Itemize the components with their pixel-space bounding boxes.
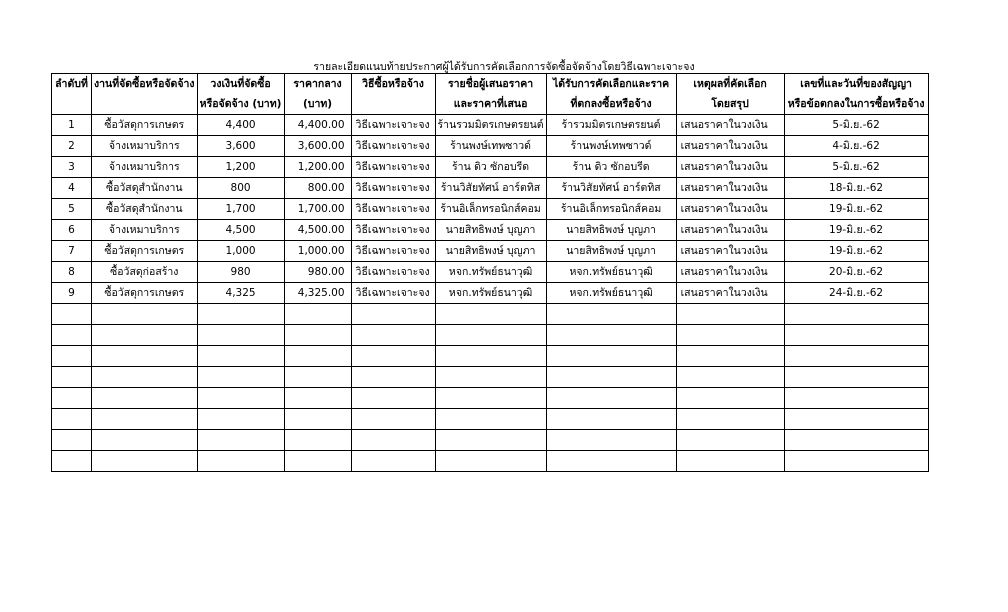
cell-item: ซื้อวัสดุสำนักงาน — [92, 178, 198, 199]
cell-item: ซื้อวัสดุก่อสร้าง — [92, 262, 198, 283]
cell-method: วิธีเฉพาะเจาะจง — [351, 157, 435, 178]
cell-contract: 5-มิ.ย.-62 — [784, 157, 928, 178]
cell-budget — [197, 409, 284, 430]
header-selected: ได้รับการคัดเลือกและราค — [546, 74, 676, 95]
cell-contract — [784, 325, 928, 346]
table-row — [52, 262, 929, 283]
cell-no — [52, 430, 92, 451]
cell-method — [351, 451, 435, 472]
cell-selected: ร้าน ดิว ซักอบรีด — [546, 157, 676, 178]
header-no-cont — [52, 94, 92, 115]
empty-row — [52, 325, 929, 346]
cell-selected — [546, 430, 676, 451]
cell-contract — [784, 367, 928, 388]
cell-item: จ้างเหมาบริการ — [92, 157, 198, 178]
header-contract: เลขที่และวันที่ของสัญญา — [784, 74, 928, 95]
cell-item: จ้างเหมาบริการ — [92, 136, 198, 157]
cell-budget: 4,325 — [197, 283, 284, 304]
cell-budget: 800 — [197, 178, 284, 199]
cell-bidder — [435, 346, 546, 367]
header-reason-cont: โดยสรุป — [676, 94, 784, 115]
cell-budget: 4,500 — [197, 220, 284, 241]
cell-item — [92, 388, 198, 409]
cell-item — [92, 409, 198, 430]
cell-median-price — [284, 325, 351, 346]
header-median-price-cont: (บาท) — [284, 94, 351, 115]
cell-bidder — [435, 409, 546, 430]
cell-selected: หจก.ทรัพย์ธนาวุฒิ — [546, 283, 676, 304]
cell-median-price: 1,200.00 — [284, 157, 351, 178]
cell-method — [351, 325, 435, 346]
cell-no: 4 — [52, 178, 92, 199]
cell-no — [52, 388, 92, 409]
cell-method — [351, 346, 435, 367]
cell-reason — [676, 346, 784, 367]
cell-bidder: หจก.ทรัพย์ธนาวุฒิ — [435, 262, 546, 283]
cell-item — [92, 304, 198, 325]
cell-bidder: ร้าน ดิว ซักอบรีด — [435, 157, 546, 178]
cell-item: ซื้อวัสดุการเกษตร — [92, 283, 198, 304]
cell-no: 3 — [52, 157, 92, 178]
procurement-table — [51, 73, 929, 472]
table-row — [52, 283, 929, 304]
cell-reason: เสนอราคาในวงเงิน — [676, 283, 784, 304]
cell-bidder: ร้านวิสัยทัศน์ อาร์ตทิส — [435, 178, 546, 199]
header-method: วิธีซื้อหรือจ้าง — [351, 74, 435, 95]
cell-item: ซื้อวัสดุการเกษตร — [92, 241, 198, 262]
header-bidders: รายชื่อผู้เสนอราคา — [435, 74, 546, 95]
empty-row — [52, 451, 929, 472]
empty-row — [52, 388, 929, 409]
cell-selected: ร้ารวมมิตรเกษตรยนต์ — [546, 115, 676, 136]
cell-item — [92, 451, 198, 472]
cell-budget — [197, 304, 284, 325]
cell-reason: เสนอราคาในวงเงิน — [676, 178, 784, 199]
cell-selected: นายสิทธิพงษ์ บุญภา — [546, 220, 676, 241]
cell-reason: เสนอราคาในวงเงิน — [676, 199, 784, 220]
cell-median-price: 1,700.00 — [284, 199, 351, 220]
cell-budget: 3,600 — [197, 136, 284, 157]
table-header — [52, 74, 929, 115]
cell-reason — [676, 304, 784, 325]
cell-method: วิธีเฉพาะเจาะจง — [351, 178, 435, 199]
empty-row — [52, 304, 929, 325]
table-body — [52, 115, 929, 472]
cell-selected: ร้านวิสัยทัศน์ อาร์ตทิส — [546, 178, 676, 199]
cell-no: 1 — [52, 115, 92, 136]
cell-contract: 19-มิ.ย.-62 — [784, 241, 928, 262]
cell-median-price: 4,400.00 — [284, 115, 351, 136]
cell-contract — [784, 430, 928, 451]
cell-bidder: นายสิทธิพงษ์ บุญภา — [435, 220, 546, 241]
cell-median-price — [284, 346, 351, 367]
cell-budget: 980 — [197, 262, 284, 283]
table-row — [52, 136, 929, 157]
cell-no — [52, 325, 92, 346]
cell-reason: เสนอราคาในวงเงิน — [676, 136, 784, 157]
cell-selected: หจก.ทรัพย์ธนาวุฒิ — [546, 262, 676, 283]
cell-selected — [546, 409, 676, 430]
empty-row — [52, 367, 929, 388]
table-row — [52, 178, 929, 199]
cell-method: วิธีเฉพาะเจาะจง — [351, 136, 435, 157]
cell-bidder — [435, 325, 546, 346]
cell-bidder: หจก.ทรัพย์ธนาวุฒิ — [435, 283, 546, 304]
cell-contract: 24-มิ.ย.-62 — [784, 283, 928, 304]
cell-contract — [784, 451, 928, 472]
cell-selected — [546, 367, 676, 388]
cell-reason — [676, 430, 784, 451]
cell-item: ซื้อวัสดุสำนักงาน — [92, 199, 198, 220]
cell-no — [52, 304, 92, 325]
empty-row — [52, 430, 929, 451]
cell-contract — [784, 388, 928, 409]
cell-median-price: 3,600.00 — [284, 136, 351, 157]
cell-no — [52, 451, 92, 472]
cell-selected — [546, 451, 676, 472]
cell-bidder: ร้านพงษ์เทพซาวด์ — [435, 136, 546, 157]
cell-budget: 1,000 — [197, 241, 284, 262]
cell-median-price: 980.00 — [284, 262, 351, 283]
cell-contract — [784, 304, 928, 325]
header-contract-cont: หรือข้อตกลงในการซื้อหรือจ้าง — [784, 94, 928, 115]
cell-reason — [676, 409, 784, 430]
cell-bidder — [435, 451, 546, 472]
cell-no — [52, 367, 92, 388]
cell-reason: เสนอราคาในวงเงิน — [676, 220, 784, 241]
cell-contract — [784, 346, 928, 367]
table-row — [52, 241, 929, 262]
cell-item — [92, 346, 198, 367]
cell-budget — [197, 451, 284, 472]
cell-no — [52, 409, 92, 430]
cell-contract: 5-มิ.ย.-62 — [784, 115, 928, 136]
header-selected-cont: ที่ตกลงซื้อหรือจ้าง — [546, 94, 676, 115]
cell-selected — [546, 346, 676, 367]
cell-method: วิธีเฉพาะเจาะจง — [351, 199, 435, 220]
cell-contract: 19-มิ.ย.-62 — [784, 220, 928, 241]
header-item: งานที่จัดซื้อหรือจัดจ้าง — [92, 74, 198, 95]
cell-reason — [676, 388, 784, 409]
cell-method: วิธีเฉพาะเจาะจง — [351, 283, 435, 304]
header-budget-cont: หรือจัดจ้าง (บาท) — [197, 94, 284, 115]
empty-row — [52, 346, 929, 367]
cell-item: ซื้อวัสดุการเกษตร — [92, 115, 198, 136]
cell-contract: 20-มิ.ย.-62 — [784, 262, 928, 283]
cell-bidder: ร้านรวมมิตรเกษตรยนต์ — [435, 115, 546, 136]
cell-reason: เสนอราคาในวงเงิน — [676, 115, 784, 136]
cell-method: วิธีเฉพาะเจาะจง — [351, 241, 435, 262]
cell-bidder: ร้านอิเล็กทรอนิกส์คอม — [435, 199, 546, 220]
cell-no: 9 — [52, 283, 92, 304]
table-row — [52, 157, 929, 178]
cell-selected — [546, 388, 676, 409]
cell-budget: 1,200 — [197, 157, 284, 178]
cell-reason: เสนอราคาในวงเงิน — [676, 157, 784, 178]
cell-no: 8 — [52, 262, 92, 283]
cell-selected: ร้านพงษ์เทพซาวด์ — [546, 136, 676, 157]
cell-selected — [546, 304, 676, 325]
cell-method: วิธีเฉพาะเจาะจง — [351, 115, 435, 136]
cell-median-price — [284, 451, 351, 472]
header-reason: เหตุผลที่คัดเลือก — [676, 74, 784, 95]
cell-no: 7 — [52, 241, 92, 262]
cell-selected: นายสิทธิพงษ์ บุญภา — [546, 241, 676, 262]
cell-method — [351, 430, 435, 451]
cell-contract: 4-มิ.ย.-62 — [784, 136, 928, 157]
cell-reason — [676, 367, 784, 388]
table-row — [52, 199, 929, 220]
cell-median-price: 4,325.00 — [284, 283, 351, 304]
cell-reason — [676, 325, 784, 346]
header-bidders-cont: และราคาที่เสนอ — [435, 94, 546, 115]
cell-contract: 18-มิ.ย.-62 — [784, 178, 928, 199]
cell-method — [351, 304, 435, 325]
cell-budget — [197, 388, 284, 409]
cell-item — [92, 430, 198, 451]
cell-budget: 1,700 — [197, 199, 284, 220]
cell-budget — [197, 346, 284, 367]
cell-item — [92, 325, 198, 346]
cell-bidder — [435, 430, 546, 451]
cell-bidder — [435, 388, 546, 409]
header-method-cont — [351, 94, 435, 115]
cell-reason: เสนอราคาในวงเงิน — [676, 241, 784, 262]
table-row — [52, 115, 929, 136]
header-item-cont — [92, 94, 198, 115]
cell-median-price — [284, 367, 351, 388]
cell-item — [92, 367, 198, 388]
cell-contract: 19-มิ.ย.-62 — [784, 199, 928, 220]
cell-budget — [197, 430, 284, 451]
cell-method — [351, 388, 435, 409]
cell-budget — [197, 367, 284, 388]
empty-row — [52, 409, 929, 430]
cell-selected: ร้านอิเล็กทรอนิกส์คอม — [546, 199, 676, 220]
cell-median-price: 4,500.00 — [284, 220, 351, 241]
cell-median-price — [284, 409, 351, 430]
cell-median-price: 1,000.00 — [284, 241, 351, 262]
cell-contract — [784, 409, 928, 430]
cell-method — [351, 409, 435, 430]
cell-median-price — [284, 430, 351, 451]
cell-reason: เสนอราคาในวงเงิน — [676, 262, 784, 283]
header-no: ลำดับที่ — [52, 74, 92, 95]
cell-method: วิธีเฉพาะเจาะจง — [351, 220, 435, 241]
header-budget: วงเงินที่จัดซื้อ — [197, 74, 284, 95]
table-row — [52, 220, 929, 241]
cell-no — [52, 346, 92, 367]
cell-bidder — [435, 304, 546, 325]
cell-reason — [676, 451, 784, 472]
cell-bidder — [435, 367, 546, 388]
cell-budget — [197, 325, 284, 346]
cell-no: 2 — [52, 136, 92, 157]
cell-item: จ้างเหมาบริการ — [92, 220, 198, 241]
cell-method: วิธีเฉพาะเจาะจง — [351, 262, 435, 283]
cell-budget: 4,400 — [197, 115, 284, 136]
header-median-price: ราคากลาง — [284, 74, 351, 95]
cell-median-price: 800.00 — [284, 178, 351, 199]
cell-median-price — [284, 388, 351, 409]
cell-method — [351, 367, 435, 388]
cell-bidder: นายสิทธิพงษ์ บุญภา — [435, 241, 546, 262]
cell-no: 6 — [52, 220, 92, 241]
document-title: รายละเอียดแนบท้ายประกาศผู้ได้รับการคัดเลือกการจัดซื้อจัดจ้างโดยวิธีเฉพาะเจาะจง — [313, 61, 695, 73]
cell-median-price — [284, 304, 351, 325]
cell-selected — [546, 325, 676, 346]
cell-no: 5 — [52, 199, 92, 220]
